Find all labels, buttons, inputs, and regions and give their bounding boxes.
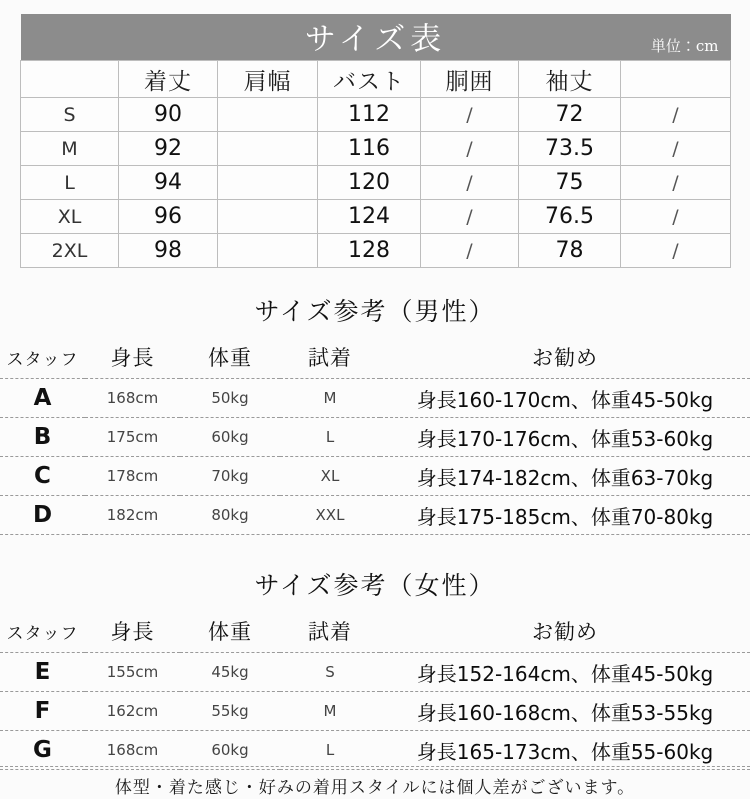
cell-bust: 124 (318, 200, 421, 234)
cell-size: M (21, 132, 119, 166)
column-header-size (21, 61, 119, 98)
size-table-title-row (21, 14, 731, 61)
cell-length: 98 (119, 234, 218, 268)
cell-waist: / (421, 132, 519, 166)
female-reference-section (0, 566, 750, 770)
cell-weight: 60kg (180, 418, 280, 457)
cell-weight: 45kg (180, 653, 280, 692)
size-table-container (20, 14, 730, 268)
column-header-sleeve: 袖丈 (519, 61, 621, 98)
cell-extra: / (621, 234, 731, 268)
cell-staff: B (0, 418, 85, 457)
cell-length: 92 (119, 132, 218, 166)
cell-extra: / (621, 200, 731, 234)
cell-staff: D (0, 496, 85, 535)
cell-sleeve: 75 (519, 166, 621, 200)
cell-sleeve: 76.5 (519, 200, 621, 234)
cell-extra: / (621, 132, 731, 166)
cell-bust: 116 (318, 132, 421, 166)
cell-shoulder (218, 234, 318, 268)
cell-weight: 55kg (180, 692, 280, 731)
cell-staff: C (0, 457, 85, 496)
table-row (21, 98, 731, 132)
female-staff-table (0, 616, 750, 770)
cell-recommend: 身長165-173cm、体重55-60kg (380, 731, 750, 770)
column-header-tried: 試着 (308, 620, 352, 644)
male-table-header-row (0, 342, 750, 379)
cell-staff: A (0, 379, 85, 418)
table-row (0, 418, 750, 457)
cell-height: 162cm (85, 692, 180, 731)
cell-staff: E (0, 653, 85, 692)
cell-weight: 70kg (180, 457, 280, 496)
column-header-staff: スタッフ (6, 623, 79, 644)
size-table-header-row (21, 61, 731, 98)
footer-note-container (0, 766, 750, 798)
size-table-title-cell (21, 14, 731, 61)
cell-extra: / (621, 98, 731, 132)
table-row (0, 692, 750, 731)
cell-height: 175cm (85, 418, 180, 457)
cell-length: 96 (119, 200, 218, 234)
cell-tried: L (280, 418, 380, 457)
cell-length: 90 (119, 98, 218, 132)
cell-staff: F (0, 692, 85, 731)
cell-tried: XL (280, 457, 380, 496)
cell-height: 182cm (85, 496, 180, 535)
column-header-recommend: お勧め (532, 346, 598, 370)
cell-tried: S (280, 653, 380, 692)
table-row (0, 496, 750, 535)
column-header-shoulder: 肩幅 (218, 61, 318, 98)
cell-recommend: 身長152-164cm、体重45-50kg (380, 653, 750, 692)
cell-height: 178cm (85, 457, 180, 496)
table-row (21, 166, 731, 200)
cell-height: 168cm (85, 379, 180, 418)
male-staff-table (0, 342, 750, 535)
footer-note: 体型・着た感じ・好みの着用スタイルには個人差がございます。 (114, 778, 636, 798)
cell-recommend: 身長174-182cm、体重63-70kg (380, 457, 750, 496)
column-header-length: 着丈 (119, 61, 218, 98)
column-header-height: 身長 (110, 620, 155, 644)
cell-waist: / (421, 98, 519, 132)
cell-waist: / (421, 166, 519, 200)
column-header-weight: 体重 (208, 620, 252, 644)
cell-recommend: 身長160-168cm、体重53-55kg (380, 692, 750, 731)
male-section-title: サイズ参考（男性） (254, 297, 496, 326)
table-row (0, 457, 750, 496)
cell-height: 155cm (85, 653, 180, 692)
table-row (21, 200, 731, 234)
cell-sleeve: 73.5 (519, 132, 621, 166)
cell-height: 168cm (85, 731, 180, 770)
cell-length: 94 (119, 166, 218, 200)
cell-waist: / (421, 200, 519, 234)
column-header-height: 身長 (110, 346, 155, 370)
cell-shoulder (218, 98, 318, 132)
cell-staff: G (0, 731, 85, 770)
cell-tried: M (280, 692, 380, 731)
cell-bust: 120 (318, 166, 421, 200)
cell-extra: / (621, 166, 731, 200)
cell-sleeve: 78 (519, 234, 621, 268)
male-reference-section (0, 292, 750, 535)
table-row (0, 653, 750, 692)
cell-waist: / (421, 234, 519, 268)
table-row (0, 731, 750, 770)
column-header-bust: バスト (318, 61, 421, 98)
cell-tried: XXL (280, 496, 380, 535)
size-table-unit-note: 単位：cm (650, 37, 719, 55)
cell-recommend: 身長170-176cm、体重53-60kg (380, 418, 750, 457)
cell-bust: 112 (318, 98, 421, 132)
cell-shoulder (218, 200, 318, 234)
cell-size: 2XL (21, 234, 119, 268)
cell-recommend: 身長160-170cm、体重45-50kg (380, 379, 750, 418)
cell-weight: 50kg (180, 379, 280, 418)
size-table (20, 14, 731, 268)
size-table-title: サイズ表 (304, 21, 447, 58)
cell-sleeve: 72 (519, 98, 621, 132)
column-header-tried: 試着 (308, 346, 352, 370)
female-table-header-row (0, 616, 750, 653)
cell-shoulder (218, 166, 318, 200)
column-header-extra (621, 61, 731, 98)
table-row (21, 234, 731, 268)
female-section-title: サイズ参考（女性） (254, 571, 496, 600)
cell-bust: 128 (318, 234, 421, 268)
column-header-staff: スタッフ (6, 349, 79, 370)
cell-tried: L (280, 731, 380, 770)
column-header-recommend: お勧め (532, 620, 598, 644)
cell-recommend: 身長175-185cm、体重70-80kg (380, 496, 750, 535)
cell-size: XL (21, 200, 119, 234)
column-header-waist: 胴囲 (421, 61, 519, 98)
table-row (21, 132, 731, 166)
cell-size: L (21, 166, 119, 200)
column-header-weight: 体重 (208, 346, 252, 370)
cell-weight: 80kg (180, 496, 280, 535)
cell-size: S (21, 98, 119, 132)
cell-tried: M (280, 379, 380, 418)
table-row (0, 379, 750, 418)
cell-shoulder (218, 132, 318, 166)
cell-weight: 60kg (180, 731, 280, 770)
